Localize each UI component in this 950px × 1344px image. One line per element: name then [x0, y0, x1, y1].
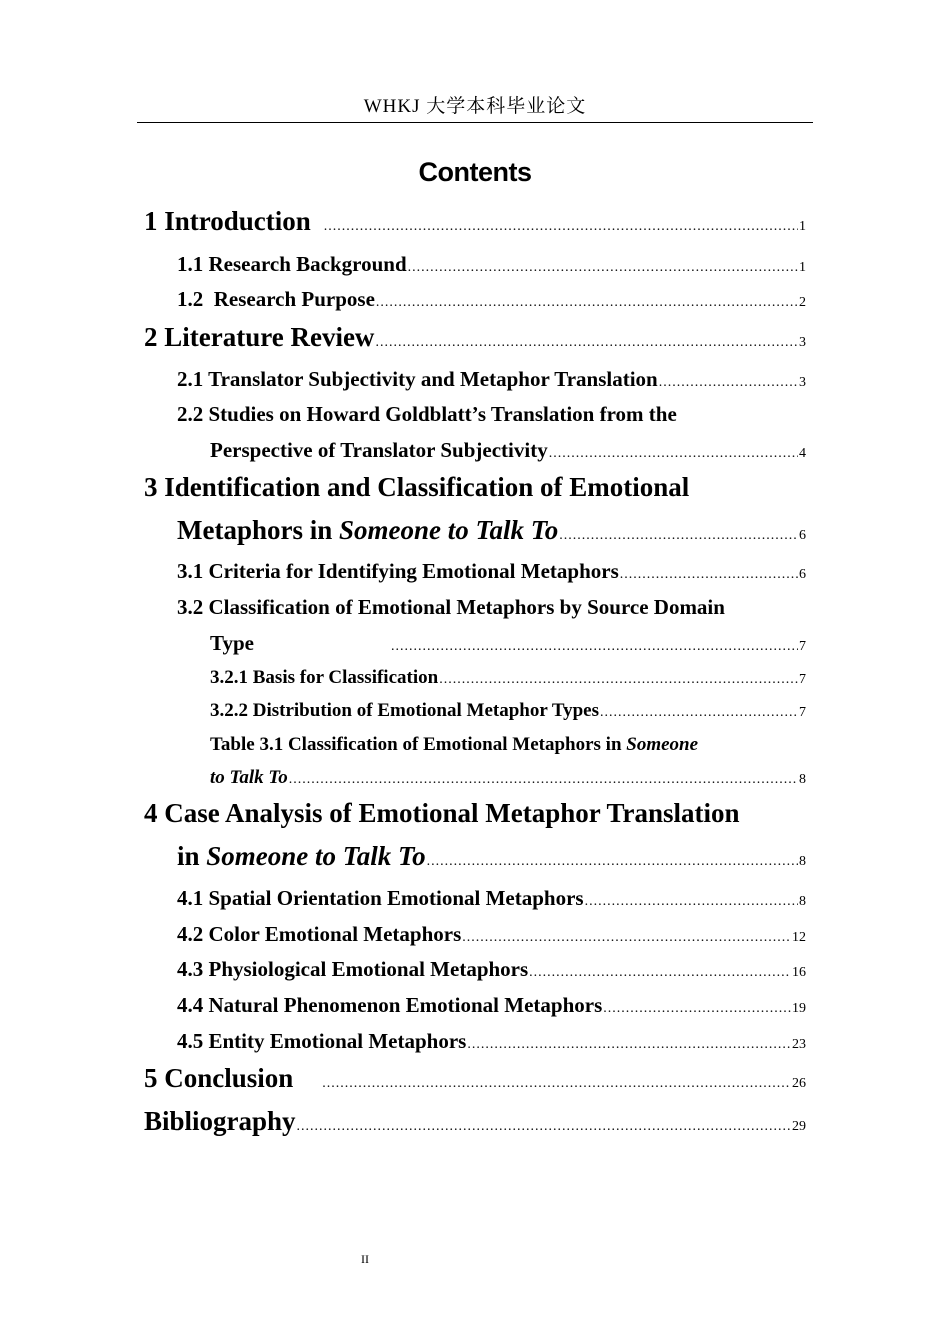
toc-entry-classification-line1[interactable]: 3.2 Classification of Emotional Metaphors by Source Domain [177, 595, 725, 619]
toc-entry-basis[interactable] [210, 667, 806, 689]
toc-page-number: 8 [799, 854, 806, 869]
toc-entry-title: Perspective of Translator Subjectivity [210, 438, 548, 462]
toc-page-number: 7 [799, 672, 806, 687]
toc-entry-title: 4.4 Natural Phenomenon Emotional Metaphors [177, 993, 603, 1017]
toc-entry-physiological[interactable] [177, 957, 806, 982]
toc-leader [462, 930, 791, 946]
toc-entry-criteria[interactable] [177, 559, 806, 584]
page-title: Contents [418, 157, 532, 187]
toc-page-number: 29 [792, 1119, 806, 1134]
toc-entry-literature-review[interactable] [144, 322, 806, 353]
toc-entry-entity[interactable] [177, 1029, 806, 1054]
toc-entry-table31-line2[interactable] [210, 767, 806, 789]
toc-leader [289, 772, 798, 788]
toc-entry-title [177, 841, 426, 872]
toc-entry-title [177, 515, 558, 546]
toc-leader [559, 528, 798, 544]
toc-leader [408, 260, 798, 276]
toc-entry-title: 4.5 Entity Emotional Metaphors [177, 1029, 467, 1053]
toc-entry-title: 3.2.1 Basis for Classification [210, 667, 439, 688]
toc-page-number: 6 [799, 567, 806, 582]
toc-page-number: 19 [792, 1001, 806, 1016]
toc-entry-natural-phenomenon[interactable] [177, 993, 806, 1018]
toc-leader [600, 705, 798, 721]
toc-entry-title: 4.1 Spatial Orientation Emotional Metaphors [177, 886, 584, 910]
toc-page-number: 6 [799, 528, 806, 543]
toc-page-number: 1 [799, 260, 806, 275]
toc-entry-title: 2 Literature Review [144, 322, 375, 352]
toc-leader [391, 639, 798, 655]
toc-entry-goldblatt-line1[interactable]: 2.2 Studies on Howard Goldblatt’s Translation from the [177, 402, 677, 426]
toc-page-number: 4 [799, 446, 806, 461]
toc-entry-color[interactable] [177, 922, 806, 947]
toc-entry-goldblatt-line2[interactable] [210, 438, 806, 463]
toc-entry-research-background[interactable] [177, 252, 806, 277]
toc-entry-title: 5 Conclusion [144, 1063, 294, 1093]
toc-page-number: 2 [799, 295, 806, 310]
toc-page-number: 7 [799, 705, 806, 720]
toc-leader [603, 1001, 791, 1017]
page-number-footer: II [361, 1252, 369, 1266]
toc-leader [439, 672, 798, 688]
toc-leader [297, 1119, 791, 1135]
header-rule [137, 122, 813, 123]
toc-leader [529, 965, 791, 981]
toc-entry-title: 4.2 Color Emotional Metaphors [177, 922, 462, 946]
toc-title-text: Metaphors in [177, 515, 339, 545]
toc-entry-bibliography[interactable] [144, 1106, 806, 1137]
toc-leader [585, 894, 798, 910]
toc-entry-spatial[interactable] [177, 886, 806, 911]
toc-entry-title: Type [210, 631, 254, 655]
toc-entry-identification-line1[interactable]: 3 Identification and Classification of Emotional [144, 472, 690, 502]
toc-title-italic: Someone to Talk To [206, 841, 426, 871]
toc-page-number: 3 [799, 335, 806, 350]
toc-leader [324, 219, 798, 235]
toc-leader [375, 335, 798, 351]
toc-leader [659, 375, 798, 391]
toc-entry-table31-line1[interactable] [210, 734, 698, 756]
toc-page-number: 23 [792, 1037, 806, 1052]
toc-page-number: 12 [792, 930, 806, 945]
toc-entry-case-analysis-line1[interactable]: 4 Case Analysis of Emotional Metaphor Translation [144, 798, 740, 828]
toc-entry-identification-line2[interactable] [177, 515, 806, 546]
toc-entry-title: 2.1 Translator Subjectivity and Metaphor Translation [177, 367, 658, 391]
toc-page-number: 8 [799, 894, 806, 909]
toc-entry-case-analysis-line2[interactable] [177, 841, 806, 872]
toc-page-number: 1 [799, 219, 806, 234]
toc-title-italic: Someone to Talk To [339, 515, 559, 545]
toc-leader [322, 1076, 791, 1092]
toc-entry-title: to Talk To [210, 767, 288, 788]
toc-entry-research-purpose[interactable] [177, 287, 806, 312]
toc-page-number: 16 [792, 965, 806, 980]
toc-page-number: 3 [799, 375, 806, 390]
toc-page-number: 7 [799, 639, 806, 654]
toc-entry-classification-line2[interactable] [210, 631, 806, 656]
toc-entry-title: Bibliography [144, 1106, 296, 1136]
toc-entry-translator-subjectivity[interactable] [177, 367, 806, 392]
toc-entry-title: 1.2 Research Purpose [177, 287, 375, 311]
toc-entry-distribution[interactable] [210, 700, 806, 722]
toc-title-text: in [177, 841, 207, 871]
toc-entry-title: 3.1 Criteria for Identifying Emotional Metaphors [177, 559, 619, 583]
toc-leader [427, 854, 798, 870]
toc-title-text: Table 3.1 Classification of Emotional Metaphors in [210, 734, 627, 755]
toc-leader [376, 295, 798, 311]
toc-title-italic: Someone [626, 734, 699, 755]
toc-entry-conclusion[interactable] [144, 1063, 806, 1094]
toc-leader [467, 1037, 791, 1053]
toc-leader [549, 446, 798, 462]
toc-entry-title: 1 Introduction [144, 206, 311, 236]
toc-page-number: 8 [799, 772, 806, 787]
toc-entry-title: 3.2.2 Distribution of Emotional Metaphor Types [210, 700, 599, 721]
toc-entry-introduction[interactable] [144, 206, 806, 237]
toc-page-number: 26 [792, 1076, 806, 1091]
toc-entry-title: 4.3 Physiological Emotional Metaphors [177, 957, 529, 981]
toc-leader [620, 567, 798, 583]
toc-entry-title: 1.1 Research Background [177, 252, 407, 276]
running-header: WHKJ 大学本科毕业论文 [363, 96, 587, 117]
